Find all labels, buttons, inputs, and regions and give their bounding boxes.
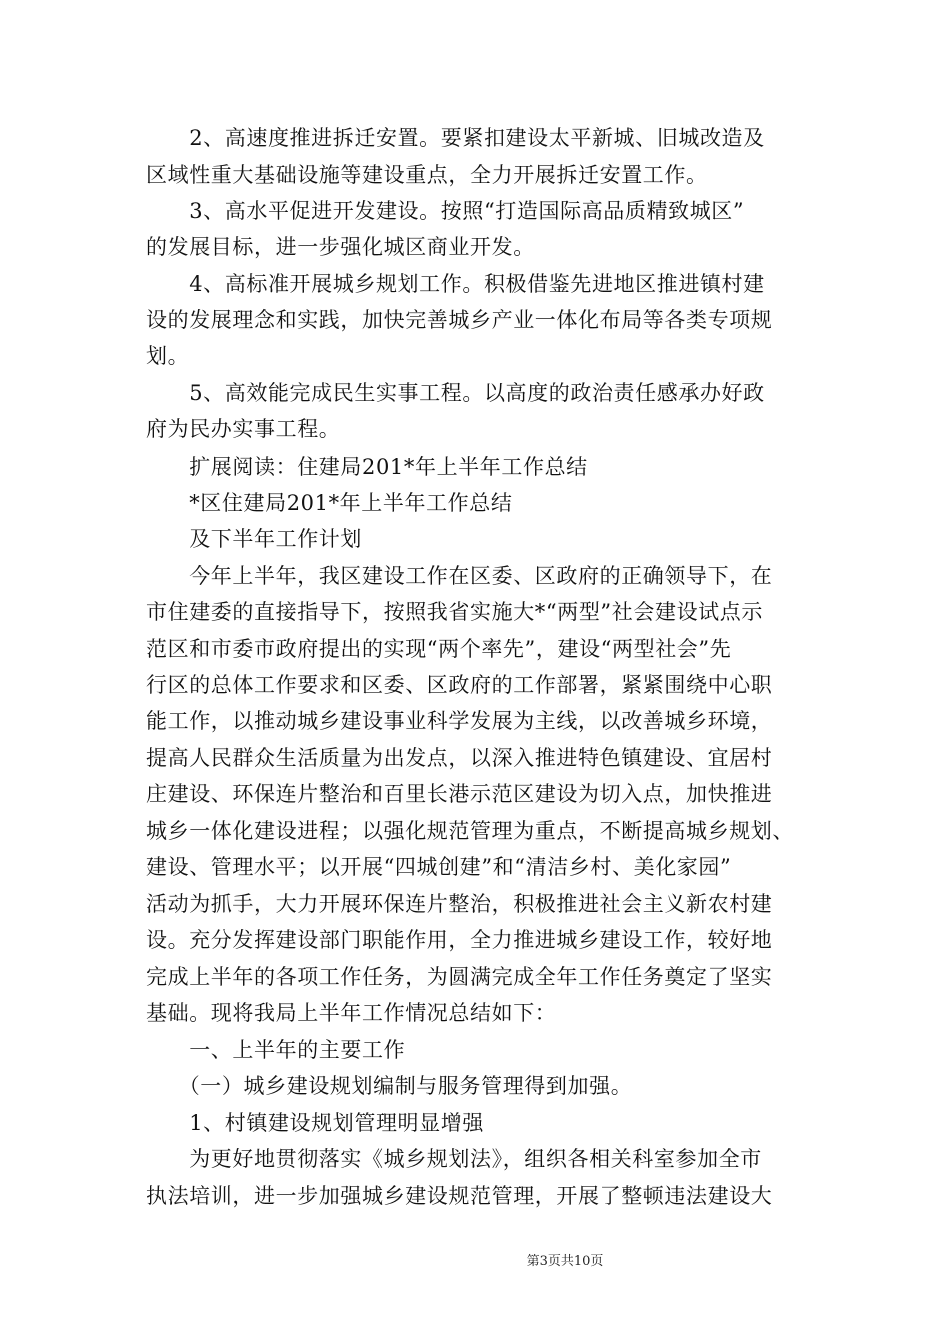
text-line: 建设、管理水平；以开展“四城创建”和“清洁乡村、美化家园” — [146, 855, 732, 879]
text-line: 执法培训，进一步加强城乡建设规范管理，开展了整顿违法建设大 — [146, 1184, 773, 1208]
subsection-heading: （一）城乡建设规划编制与服务管理得到加强。 — [146, 1074, 633, 1098]
text-line: 4、高标准开展城乡规划工作。积极借鉴先进地区推进镇村建 — [146, 272, 765, 296]
text-line: 完成上半年的各项工作任务，为圆满完成全年工作任务奠定了坚实 — [146, 965, 773, 989]
text-line: 3、高水平促进开发建设。按照“打造国际高品质精致城区” — [146, 199, 745, 223]
text-line: 5、高效能完成民生实事工程。以高度的政治责任感承办好政 — [146, 381, 765, 405]
text-line: 提高人民群众生活质量为出发点，以深入推进特色镇建设、宜居村 — [146, 746, 773, 770]
text-line: 为更好地贯彻落实《城乡规划法》，组织各相关科室参加全市 — [146, 1147, 762, 1171]
text-line: 划。 — [146, 344, 190, 368]
text-line: 市住建委的直接指导下，按照我省实施大*“两型”社会建设试点示 — [146, 600, 763, 624]
page-number-footer: 第3页共10页 — [526, 1254, 604, 1269]
text-line: 设。充分发挥建设部门职能作用，全力推进城乡建设工作，较好地 — [146, 928, 773, 952]
text-line: 活动为抓手，大力开展环保连片整治，积极推进社会主义新农村建 — [146, 892, 773, 916]
text-line: 设的发展理念和实践，加快完善城乡产业一体化布局等各类专项规 — [146, 308, 773, 332]
subsection-heading: 1、村镇建设规划管理明显增强 — [146, 1111, 484, 1135]
text-line: 范区和市委市政府提出的实现“两个率先”，建设“两型社会”先 — [146, 637, 732, 661]
text-line: 基础。现将我局上半年工作情况总结如下： — [146, 1001, 557, 1025]
text-line: 2、高速度推进拆迁安置。要紧扣建设太平新城、旧城改造及 — [146, 126, 765, 150]
text-line: 今年上半年，我区建设工作在区委、区政府的正确领导下，在 — [146, 564, 773, 588]
text-line: 能工作，以推动城乡建设事业科学发展为主线，以改善城乡环境， — [146, 709, 773, 733]
text-line: 及下半年工作计划 — [146, 527, 362, 551]
text-line: 庄建设、环保连片整治和百里长港示范区建设为切入点，加快推进 — [146, 782, 773, 806]
text-line: 城乡一体化建设进程；以强化规范管理为重点，不断提高城乡规划、 — [146, 819, 794, 843]
text-line: *区住建局201*年上半年工作总结 — [146, 491, 513, 515]
section-heading: 一、上半年的主要工作 — [146, 1038, 406, 1062]
text-line: 府为民办实事工程。 — [146, 417, 341, 441]
text-line: 行区的总体工作要求和区委、区政府的工作部署，紧紧围绕中心职 — [146, 673, 773, 697]
text-line: 区域性重大基础设施等建设重点，全力开展拆迁安置工作。 — [146, 163, 708, 187]
text-line: 扩展阅读：住建局201*年上半年工作总结 — [146, 455, 588, 479]
text-line: 的发展目标，进一步强化城区商业开发。 — [146, 235, 535, 259]
